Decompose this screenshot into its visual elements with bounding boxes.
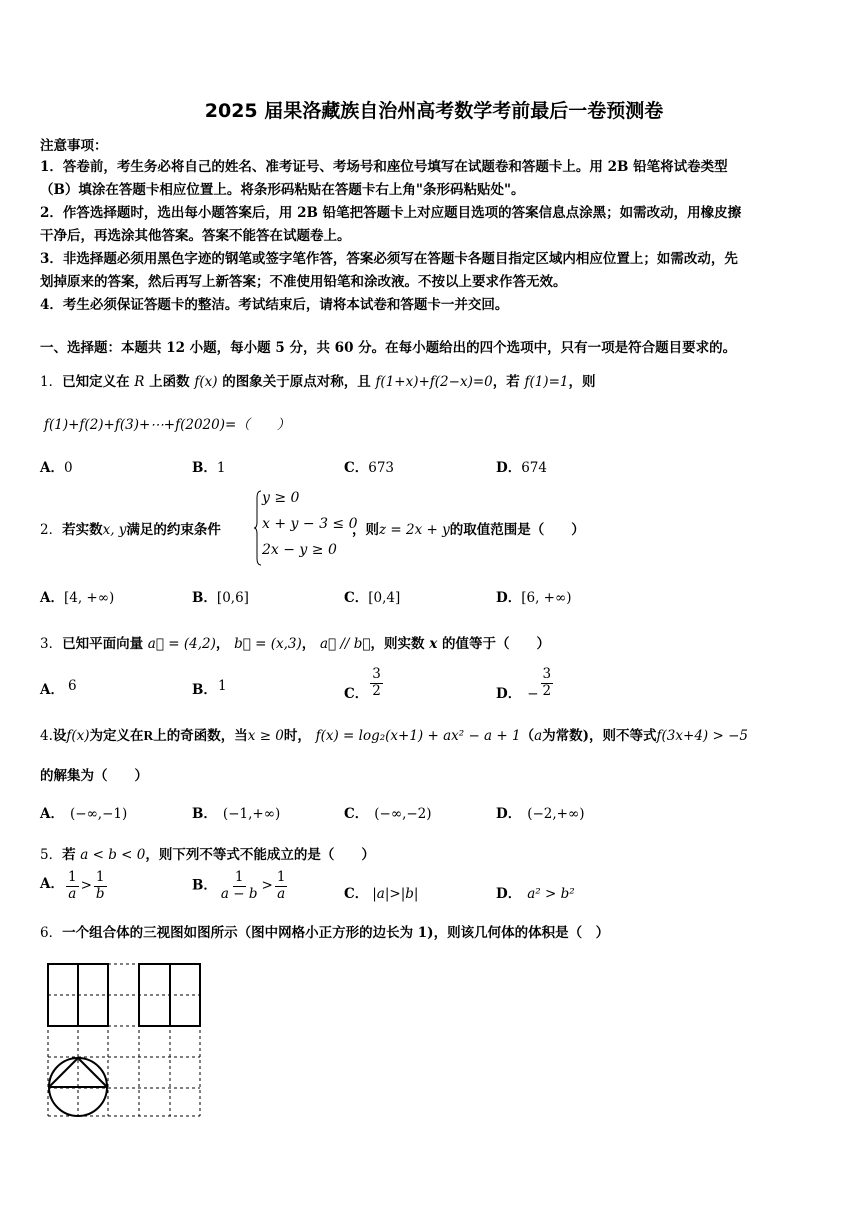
option-b: B． (192, 682, 217, 698)
option-d: D． − $\frac{3}{2}$ (496, 666, 552, 702)
option-b-value: 1 (218, 678, 227, 694)
option-d: D．674 (496, 460, 547, 476)
three-view-figure (46, 962, 202, 1118)
note-line: 2．作答选择题时，选出每小题答案后，用 2B 铅笔把答题卡上对应题目选项的答案信息点涂黑；如需改动，用橡皮擦 (40, 205, 742, 221)
constraint-2: x + y − 3 ≤ 0 (262, 516, 358, 532)
question-3: 3．已知平面向量 a⃗ = (4,2)， b⃗ = (x,3)， a⃗ // b⃗，则实数 x 的值等于（ ） (40, 636, 550, 652)
question-1: 1．已知定义在 R 上函数 f(x) 的图象关于原点对称，且 f(1+x)+f(2−x)=0，若 f(1)=1，则 (40, 374, 596, 390)
option-b: B．[0,6] (192, 590, 249, 606)
fraction: $\frac{3}{2}$ (372, 666, 381, 699)
option-b: B．1 (192, 460, 226, 476)
constraint-1: y ≥ 0 (262, 490, 300, 506)
question-number: 1． (40, 374, 63, 390)
section-heading: 一、选择题：本题共 12 小题，每小题 5 分，共 60 分。在每小题给出的四个选项中，只有一项是符合题目要求的。 (40, 340, 737, 356)
option-b: B． (−1,+∞) (192, 806, 281, 822)
question-4: 4.设f(x)为定义在R上的奇函数，当x ≥ 0时， f(x) = log₂(x+1) + ax² − a + 1（a为常数)，则不等式f(3x+4) > −5 (40, 728, 748, 744)
page-title: 2025 届果洛藏族自治州高考数学考前最后一卷预测卷 (204, 100, 664, 122)
option-a: A． $\frac{1}{a}$ > $\frac{1}{b}$ (40, 869, 105, 902)
brace-icon (254, 490, 262, 566)
note-line: 1．答卷前，考生务必将自己的姓名、准考证号、考场号和座位号填写在试题卷和答题卡上。用 2B 铅笔将试卷类型 (40, 159, 728, 175)
option-d: D．[6, +∞) (496, 590, 572, 606)
question-1-line2: f(1)+f(2)+f(3)+⋯+f(2020)=（ ） (44, 417, 291, 433)
option-c: C．673 (344, 460, 395, 476)
option-d: D． a² > b² (496, 886, 575, 902)
option-b: B． $\frac{1}{a - b}$ > $\frac{1}{a}$ (192, 869, 286, 902)
note-line: 干净后，再选涂其他答案。答案不能答在试题卷上。 (40, 228, 351, 244)
question-2: 2．若实数x, y满足的约束条件 (40, 522, 221, 538)
option-a: A．[4, +∞) (40, 590, 115, 606)
question-5: 5．若 a < b < 0，则下列不等式不能成立的是（ ） (40, 847, 375, 863)
fraction: $\frac{3}{2}$ (542, 666, 552, 699)
question-6: 6．一个组合体的三视图如图所示（图中网格小正方形的边长为 1)，则该几何体的体积是（ ） (40, 925, 610, 941)
option-c: C．[0,4] (344, 590, 401, 606)
option-d: D． (−2,+∞) (496, 806, 585, 822)
option-c: C． (−∞,−2) (344, 806, 432, 822)
notes-heading: 注意事项： (40, 138, 108, 154)
note-line: （B）填涂在答题卡相应位置上。将条形码粘贴在答题卡右上角"条形码粘贴处"。 (40, 182, 525, 198)
option-a: A． (40, 682, 64, 698)
option-c: C． $\frac{3}{2}$ (344, 666, 381, 702)
constraint-3: 2x − y ≥ 0 (262, 542, 337, 558)
dashed-grid (48, 964, 200, 1116)
option-a-value: 6 (68, 678, 77, 694)
option-c: C． |a|>|b| (344, 886, 419, 902)
option-a: A． (−∞,−1) (40, 806, 128, 822)
note-line: 4．考生必须保证答题卡的整洁。考试结束后，请将本试卷和答题卡一并交回。 (40, 297, 509, 313)
option-a: A．0 (40, 460, 73, 476)
note-line: 划掉原来的答案，然后再写上新答案；不准使用铅笔和涂改液。不按以上要求作答无效。 (40, 274, 567, 290)
note-line: 3．非选择题必须用黑色字迹的钢笔或签字笔作答，答案必须写在答题卡各题目指定区域内相应位置上；如需改动，先 (40, 251, 738, 267)
question-4-line2: 的解集为（ ） (40, 768, 148, 784)
question-2-tail: ，则z = 2x + y的取值范围是（ ） (352, 522, 585, 538)
side-view (139, 964, 200, 1026)
